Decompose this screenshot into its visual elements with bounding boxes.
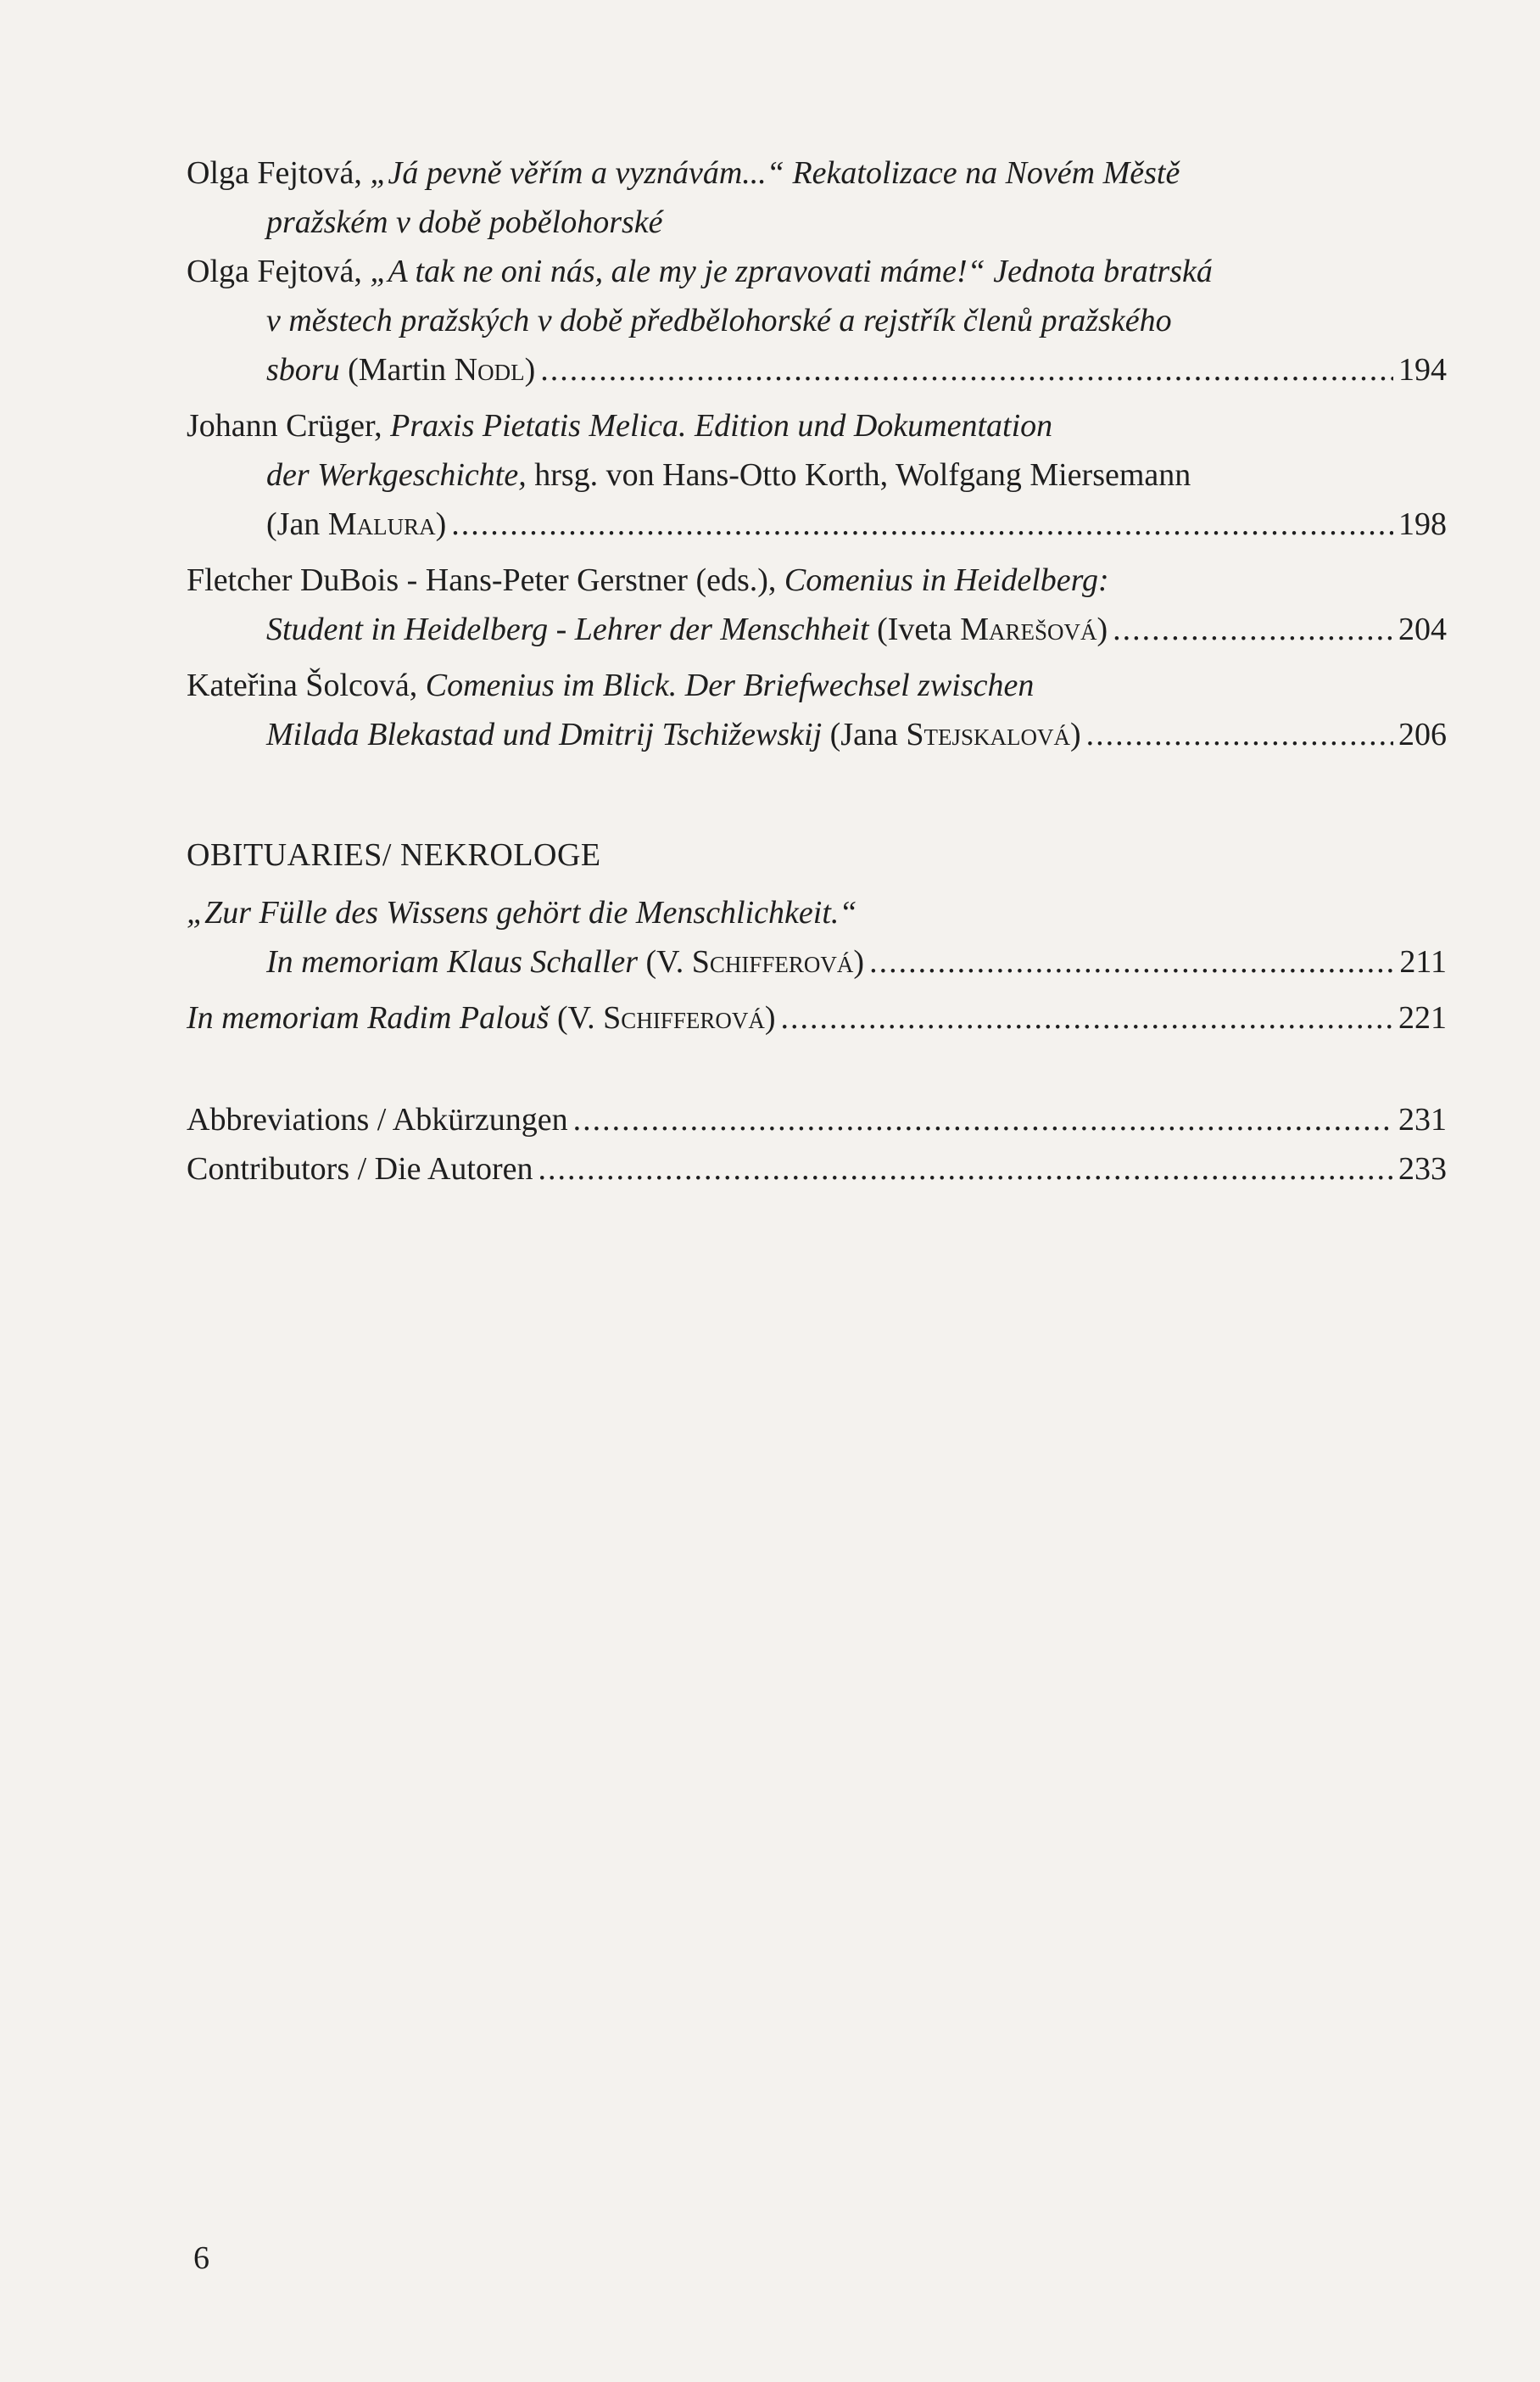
toc-line-abbreviations: [187, 1095, 1447, 1144]
page-ref: 204: [1398, 612, 1447, 647]
toc-line: „Zur Fülle des Wissens gehört die Menschlichkeit.“: [187, 895, 857, 931]
toc-line-contributors: [187, 1144, 1447, 1194]
toc-entry-dubois: [187, 556, 1447, 654]
toc-line: [187, 605, 1447, 654]
toc-line: [187, 296, 1447, 345]
toc-line: [187, 401, 1447, 450]
dot-leader: [1086, 710, 1393, 759]
dot-leader: [573, 1095, 1393, 1144]
toc-line: [187, 198, 1447, 247]
toc-entry-solcova: [187, 661, 1447, 759]
entry-title: Praxis Pietatis Melica. Edition und Dokumentation: [390, 408, 1053, 444]
toc-line: [187, 148, 1447, 198]
dot-leader: [1113, 605, 1393, 654]
toc-line: [187, 345, 1447, 394]
toc-entry-palous: [187, 993, 1447, 1043]
toc-line: [187, 247, 1447, 296]
entry-author: Johann Crüger,: [187, 408, 391, 444]
page-ref: 221: [1398, 1000, 1447, 1036]
entry-text: In memoriam Klaus Schaller (V. Schifferová): [266, 944, 865, 980]
toc-entry-schaller: [187, 888, 1447, 987]
toc-line: [187, 500, 1447, 549]
section-heading-obituaries: OBITUARIES/ NEKROLOGE: [187, 837, 601, 873]
entry-title: „A tak ne oni nás, ale my je zpravovati máme!“ Jednota bratrská: [370, 254, 1213, 289]
page-ref: 233: [1398, 1151, 1447, 1187]
toc-entry-cruger: [187, 401, 1447, 549]
back-matter: [187, 1095, 1447, 1194]
page-ref: 194: [1398, 352, 1447, 388]
dot-leader: [540, 345, 1393, 394]
page-ref: 211: [1399, 944, 1447, 980]
dot-leader: [538, 1144, 1393, 1194]
page-number: 6: [193, 2240, 209, 2276]
entry-text: Milada Blekastad und Dmitrij Tschižewskij (Jana Stejskalová): [266, 717, 1081, 752]
page-ref: 231: [1398, 1102, 1447, 1138]
page-ref: 206: [1398, 717, 1447, 752]
entry-text: Abbreviations / Abkürzungen: [187, 1102, 568, 1138]
entry-title: „Já pevně věřím a vyznávám...“ Rekatolizace na Novém Městě: [370, 155, 1180, 191]
entry-text: Contributors / Die Autoren: [187, 1151, 533, 1187]
entry-text: (Jan Malura): [266, 506, 447, 542]
dot-leader: [451, 500, 1393, 549]
entry-text: sboru (Martin Nodl): [266, 352, 536, 388]
toc-line: der Werkgeschichte, hrsg. von Hans-Otto Korth, Wolfgang Miersemann: [266, 457, 1191, 493]
toc-line: [187, 993, 1447, 1043]
entry-author: Olga Fejtová,: [187, 254, 371, 289]
toc-line: Kateřina Šolcová, Comenius im Blick. Der Briefwechsel zwischen: [187, 668, 1035, 703]
toc-line: [187, 710, 1447, 759]
page-ref: 198: [1398, 506, 1447, 542]
toc-line: Fletcher DuBois - Hans-Peter Gerstner (eds.), Comenius in Heidelberg:: [187, 562, 1109, 598]
dot-leader: [869, 937, 1394, 987]
entry-text: Student in Heidelberg - Lehrer der Menschheit (Iveta Marešová): [266, 612, 1108, 647]
entry-title: v městech pražských v době předbělohorské a rejstřík členů pražského: [266, 303, 1172, 338]
toc-entry-fejtova: [187, 148, 1447, 394]
toc-line: [187, 937, 1447, 987]
table-of-contents: [187, 148, 1447, 1194]
dot-leader: [781, 993, 1394, 1043]
entry-title: pražském v době pobělohorské: [266, 204, 663, 240]
entry-text: In memoriam Radim Palouš (V. Schifferová): [187, 1000, 776, 1036]
entry-author: Olga Fejtová,: [187, 155, 371, 191]
